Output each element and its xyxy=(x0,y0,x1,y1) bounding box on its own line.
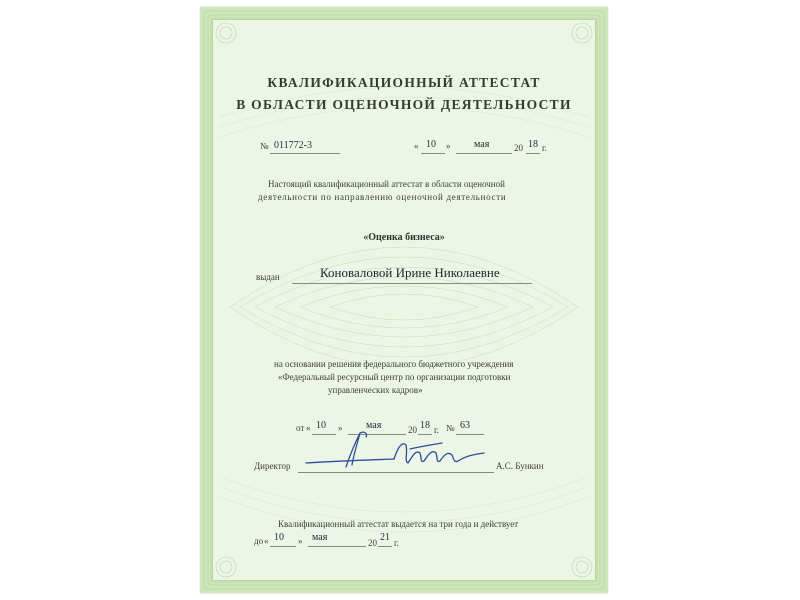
decision-day: 10 xyxy=(316,420,326,431)
validity-month: мая xyxy=(312,532,328,543)
issue-date-quote-close: » xyxy=(446,141,451,151)
holder-name: Коноваловой Ирине Николаевне xyxy=(320,265,500,280)
guilloche-pattern xyxy=(200,7,608,593)
certificate-number: 011772-3 xyxy=(274,140,312,151)
issue-date-year-unit: г. xyxy=(542,143,547,153)
issue-date-year-suffix: 18 xyxy=(528,139,538,150)
basis-line-2: «Федеральный ресурсный центр по организации подготовки xyxy=(278,372,511,382)
number-prefix: № xyxy=(260,141,269,151)
basis-line-3: управленческих кадров» xyxy=(328,385,423,395)
issue-date-year-prefix: 20 xyxy=(514,143,523,153)
issue-date-quote-open: « xyxy=(414,141,419,151)
validity-year-underline xyxy=(378,546,392,547)
director-signature xyxy=(298,427,498,471)
decision-year-prefix: 20 xyxy=(408,425,417,435)
decision-month: мая xyxy=(366,420,382,431)
direction-title: «Оценка бизнеса» xyxy=(363,232,445,243)
validity-year-prefix: 20 xyxy=(368,538,377,548)
decision-number-prefix: № xyxy=(446,423,455,433)
decision-number: 63 xyxy=(460,420,470,431)
basis-line-1: на основании решения федерального бюджетного учреждения xyxy=(274,359,514,369)
signature-underline xyxy=(298,472,494,473)
decision-from-label: от xyxy=(296,423,305,433)
validity-day-underline xyxy=(270,546,296,547)
number-underline xyxy=(270,153,340,154)
issue-date-year-underline xyxy=(526,153,540,154)
validity-day: 10 xyxy=(274,532,284,543)
issue-date-month-underline xyxy=(456,153,512,154)
validity-year-suffix: 21 xyxy=(380,532,390,543)
issue-date-day-underline xyxy=(421,153,445,154)
title-line-2: В ОБЛАСТИ ОЦЕНОЧНОЙ ДЕЯТЕЛЬНОСТИ xyxy=(236,97,572,112)
decision-year-suffix: 18 xyxy=(420,420,430,431)
validity-month-underline xyxy=(308,546,366,547)
decision-quote-open: « xyxy=(306,423,311,433)
director-label: Директор xyxy=(254,461,291,471)
intro-line-2: деятельности по направлению оценочной деятельности xyxy=(258,192,507,202)
title-line-1: КВАЛИФИКАЦИОННЫЙ АТТЕСТАТ xyxy=(267,75,541,90)
decision-quote-close: » xyxy=(338,423,343,433)
certificate xyxy=(200,7,608,593)
validity-quote-close: » xyxy=(298,536,303,546)
validity-until-label: до xyxy=(254,536,264,546)
issued-name-underline xyxy=(292,283,532,284)
validity-line-1: Квалификационный аттестат выдается на три года и действует xyxy=(278,519,519,529)
issue-date-month: мая xyxy=(474,139,490,150)
issue-date-day: 10 xyxy=(426,139,436,150)
validity-year-unit: г. xyxy=(394,538,399,548)
issued-label: выдан xyxy=(256,272,280,282)
director-name: А.С. Бункин xyxy=(496,461,544,471)
validity-quote-open: « xyxy=(264,536,269,546)
intro-line-1: Настоящий квалификационный аттестат в области оценочной xyxy=(268,179,505,189)
decision-year-unit: г. xyxy=(434,425,439,435)
